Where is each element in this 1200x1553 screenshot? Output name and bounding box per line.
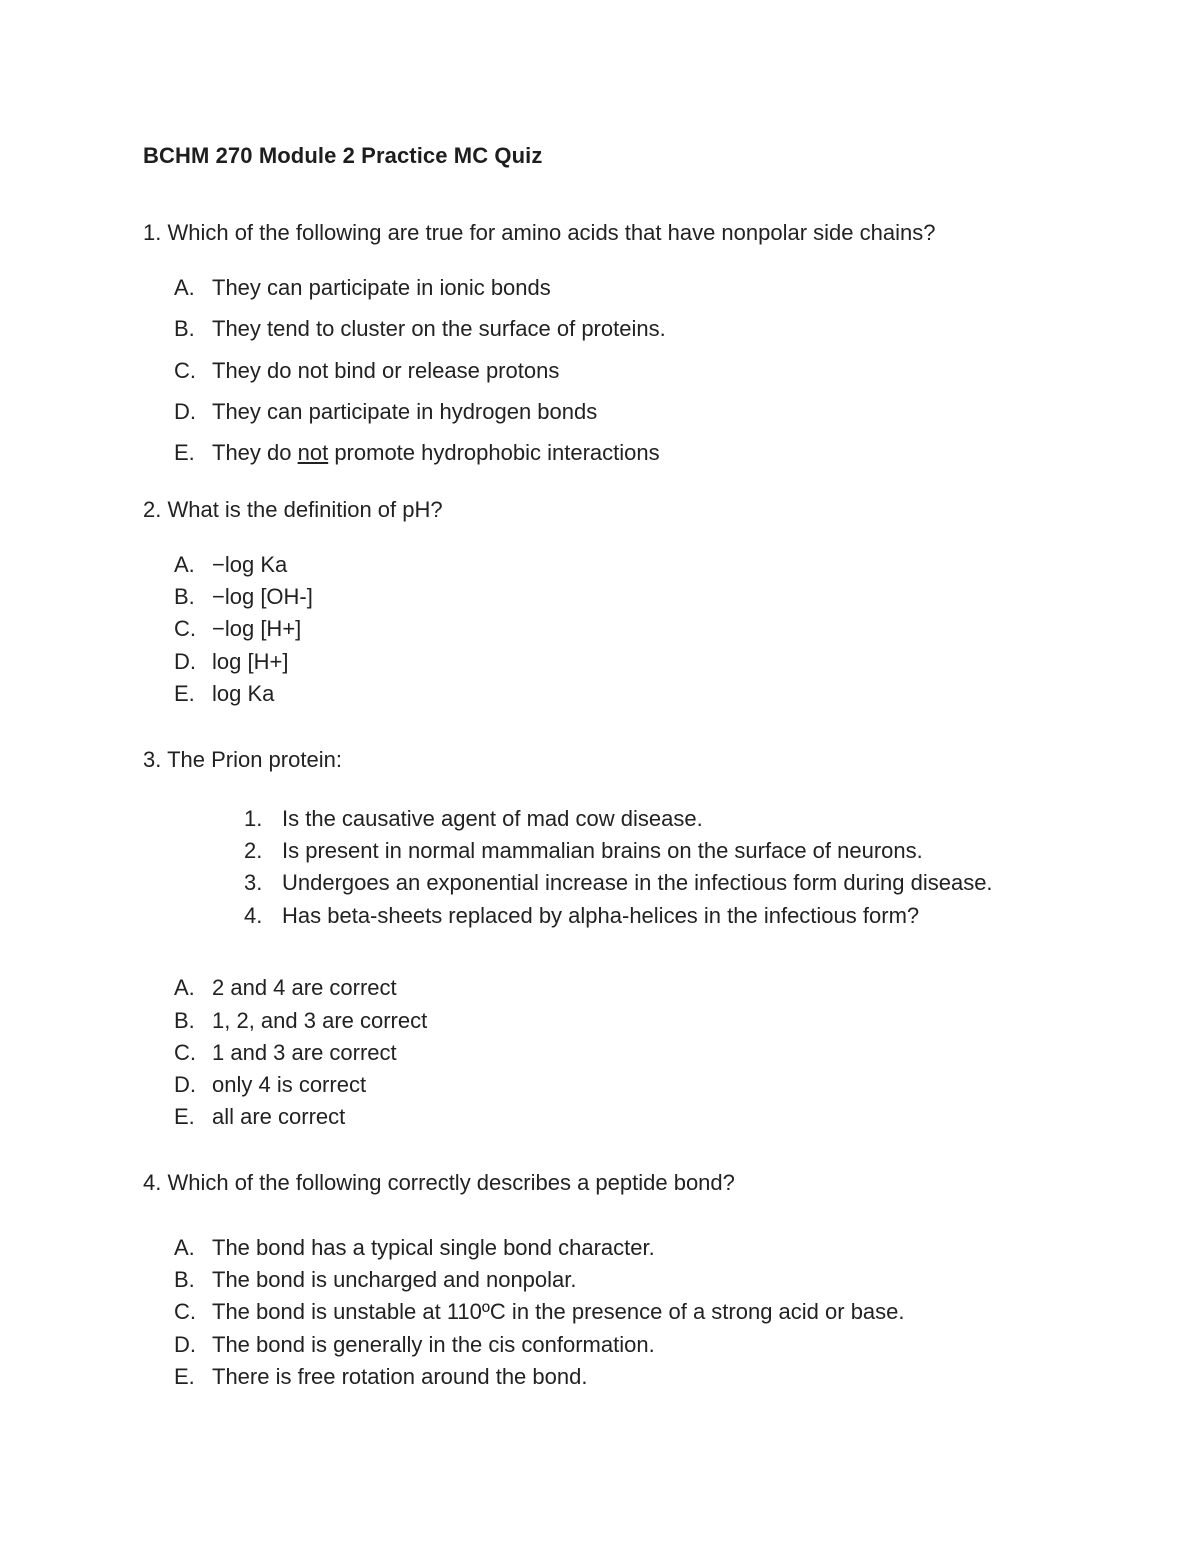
option-letter: C.	[174, 1299, 196, 1324]
option-letter: B.	[174, 584, 195, 609]
q1-option-a	[174, 275, 551, 301]
q3-option-a	[174, 975, 397, 1001]
option-letter: A.	[174, 552, 195, 577]
q2-option-c	[174, 616, 301, 642]
option-letter: D.	[174, 649, 196, 674]
statement-text: Is the causative agent of mad cow disease.	[282, 806, 703, 831]
q2-option-e	[174, 681, 274, 707]
q2-option-d	[174, 649, 288, 675]
page-title: BCHM 270 Module 2 Practice MC Quiz	[143, 143, 543, 168]
option-letter: C.	[174, 358, 196, 383]
question-1-prompt: 1. Which of the following are true for amino acids that have nonpolar side chains?	[143, 220, 936, 245]
option-text: only 4 is correct	[212, 1072, 367, 1097]
statement-number: 4.	[244, 903, 263, 928]
option-text: They tend to cluster on the surface of proteins.	[212, 316, 666, 341]
q4-option-e	[174, 1364, 587, 1390]
option-letter: C.	[174, 1040, 196, 1065]
option-text: 1 and 3 are correct	[212, 1040, 397, 1065]
option-text: −log Ka	[212, 552, 288, 577]
option-text: log [H+]	[212, 649, 289, 674]
option-text: There is free rotation around the bond.	[212, 1364, 588, 1389]
option-text: They can participate in hydrogen bonds	[212, 399, 598, 424]
option-letter: D.	[174, 1072, 196, 1097]
q4-option-a	[174, 1235, 655, 1261]
q1-option-d	[174, 399, 597, 425]
statement-text: Is present in normal mammalian brains on the surface of neurons.	[282, 838, 923, 863]
option-letter: C.	[174, 616, 196, 641]
question-2-prompt: 2. What is the definition of pH?	[143, 497, 443, 522]
q3-statement-3	[244, 870, 993, 896]
q3-option-b	[174, 1008, 427, 1034]
q3-option-c	[174, 1040, 397, 1066]
option-letter: E.	[174, 1364, 195, 1389]
q1-option-e	[174, 440, 660, 466]
q2-option-b	[174, 584, 313, 610]
option-text: log Ka	[212, 681, 275, 706]
q4-option-d	[174, 1332, 655, 1358]
q1-option-c	[174, 358, 559, 384]
statement-number: 2.	[244, 838, 263, 863]
option-letter: E.	[174, 440, 195, 465]
option-letter: D.	[174, 1332, 196, 1357]
statement-number: 1.	[244, 806, 263, 831]
option-text: −log [H+]	[212, 616, 302, 641]
q4-option-b	[174, 1267, 577, 1293]
option-letter: B.	[174, 316, 195, 341]
q3-option-d	[174, 1072, 366, 1098]
question-4-prompt: 4. Which of the following correctly describes a peptide bond?	[143, 1170, 735, 1195]
q3-statement-2	[244, 838, 923, 864]
option-letter: B.	[174, 1008, 195, 1033]
option-letter: A.	[174, 975, 195, 1000]
statement-text: Has beta-sheets replaced by alpha-helices in the infectious form?	[282, 903, 920, 928]
q3-statement-4	[244, 903, 919, 929]
option-text: all are correct	[212, 1104, 346, 1129]
option-text: The bond is generally in the cis conformation.	[212, 1332, 655, 1357]
statement-number: 3.	[244, 870, 263, 895]
option-text: The bond has a typical single bond character.	[212, 1235, 655, 1260]
option-text: The bond is unstable at 110ºC in the presence of a strong acid or base.	[212, 1299, 905, 1324]
option-text-underlined: not	[297, 440, 329, 465]
q4-option-c	[174, 1299, 905, 1325]
option-letter: D.	[174, 399, 196, 424]
option-text: 2 and 4 are correct	[212, 975, 397, 1000]
option-text: The bond is uncharged and nonpolar.	[212, 1267, 577, 1292]
statement-text: Undergoes an exponential increase in the infectious form during disease.	[282, 870, 993, 895]
option-letter: E.	[174, 681, 195, 706]
option-text-after: promote hydrophobic interactions	[328, 440, 660, 465]
q3-option-e	[174, 1104, 345, 1130]
option-text: They can participate in ionic bonds	[212, 275, 551, 300]
option-text: −log [OH-]	[212, 584, 313, 609]
q1-option-b	[174, 316, 666, 342]
option-text: 1, 2, and 3 are correct	[212, 1008, 428, 1033]
question-3-prompt: 3. The Prion protein:	[143, 747, 342, 772]
q3-statement-1	[244, 806, 703, 832]
option-text: They do not bind or release protons	[212, 358, 560, 383]
option-text-before: They do	[212, 440, 298, 465]
option-letter: B.	[174, 1267, 195, 1292]
q2-option-a	[174, 552, 287, 578]
option-letter: A.	[174, 275, 195, 300]
option-letter: E.	[174, 1104, 195, 1129]
option-letter: A.	[174, 1235, 195, 1260]
